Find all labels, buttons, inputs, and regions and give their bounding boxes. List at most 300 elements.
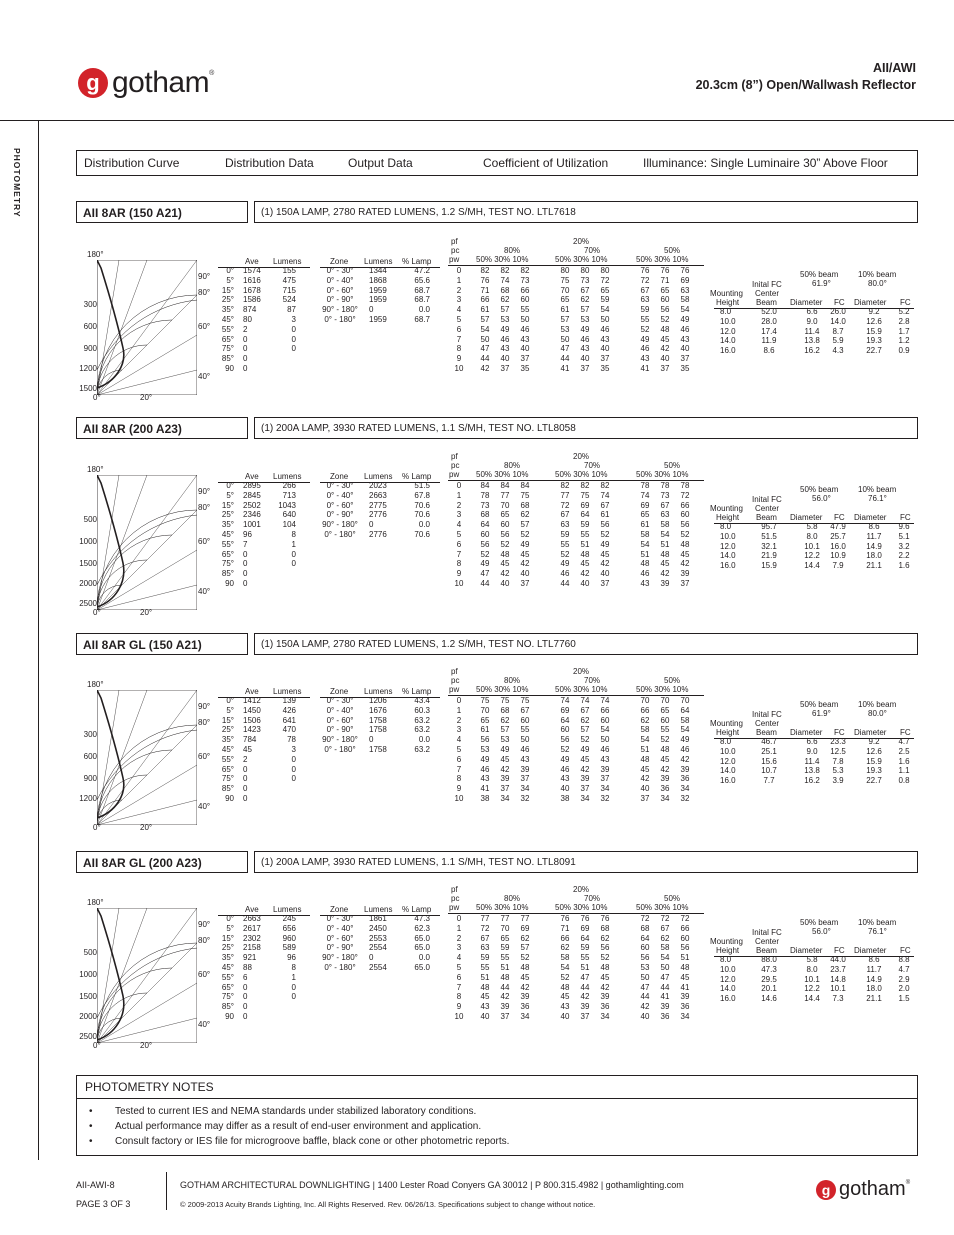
cu-cell: 46 bbox=[680, 324, 690, 334]
cu-pc: pc bbox=[451, 676, 460, 685]
cell: 0 bbox=[243, 1011, 248, 1021]
polar-angle-label: 40° bbox=[198, 1020, 211, 1029]
cell: 8 bbox=[291, 529, 296, 539]
cell: 29.5 bbox=[761, 974, 777, 984]
cell: 14.8 bbox=[830, 974, 846, 984]
cell: 4 bbox=[456, 520, 462, 530]
dist-ave bbox=[243, 266, 273, 374]
cu-cell: 42 bbox=[520, 559, 530, 569]
zone-head-lumens: Lumens bbox=[364, 687, 393, 696]
ill-fc50 bbox=[826, 522, 850, 571]
cu-cell: 48 bbox=[660, 744, 670, 754]
cu-pc-50: 50% bbox=[664, 246, 681, 255]
cu-cell: 46 bbox=[560, 764, 570, 774]
cu-cell: 61 bbox=[640, 520, 650, 530]
cu-cell: 61 bbox=[480, 305, 490, 315]
cell: 5.3 bbox=[832, 766, 844, 776]
cell: 475 bbox=[282, 275, 296, 285]
cell: 15° bbox=[221, 715, 234, 725]
cell: 0 bbox=[243, 992, 248, 1002]
cell: 0 bbox=[291, 559, 296, 569]
cu-column bbox=[598, 696, 612, 804]
candela-scale-label: 2500 bbox=[79, 1032, 97, 1041]
cell: 45 bbox=[243, 744, 252, 754]
cell: 0 bbox=[291, 992, 296, 1002]
cell: 7.8 bbox=[832, 756, 844, 766]
cu-cell: 78 bbox=[680, 481, 690, 490]
cell: 10.0 bbox=[720, 316, 736, 326]
cu-cell: 39 bbox=[680, 764, 690, 774]
cu-cell: 46 bbox=[520, 324, 530, 334]
cu-cell: 54 bbox=[600, 305, 610, 315]
ill-heights bbox=[720, 522, 744, 571]
cu-cell: 65 bbox=[640, 510, 650, 520]
cell: 641 bbox=[282, 715, 296, 725]
cell: 0 bbox=[291, 774, 296, 784]
cell: 0 bbox=[291, 754, 296, 764]
cell: 2 bbox=[243, 754, 248, 764]
cell: 63.2 bbox=[414, 725, 430, 735]
ill-beam: Beam bbox=[756, 946, 777, 955]
cell: 0.9 bbox=[898, 346, 910, 356]
cu-cell: 52 bbox=[560, 744, 570, 754]
cell: 8.0 bbox=[806, 964, 818, 974]
ill-diameter: Diameter bbox=[790, 513, 823, 522]
cu-cell: 43 bbox=[520, 334, 530, 344]
cell: 2663 bbox=[243, 914, 261, 923]
cu-cell: 42 bbox=[500, 569, 510, 579]
candela-scale-label: 2000 bbox=[79, 1012, 97, 1021]
dist-lumens bbox=[278, 696, 296, 784]
cu-cell: 68 bbox=[640, 923, 650, 933]
cell: 2845 bbox=[243, 490, 261, 500]
cell: 2158 bbox=[243, 943, 261, 953]
cu-cell: 48 bbox=[680, 539, 690, 549]
cell: 1676 bbox=[369, 705, 387, 715]
cu-cell: 53 bbox=[640, 962, 650, 972]
dist-angles bbox=[214, 481, 234, 589]
cu-cell: 54 bbox=[480, 324, 490, 334]
cell: 10.0 bbox=[720, 964, 736, 974]
cu-pw: pw bbox=[449, 903, 460, 912]
cu-cell: 60 bbox=[680, 510, 690, 520]
cu-cell: 40 bbox=[640, 784, 650, 794]
beam50-angle: 56.0° bbox=[812, 927, 831, 936]
cell: 0° - 60° bbox=[326, 500, 354, 510]
cu-cell: 56 bbox=[480, 539, 490, 549]
cu-cell: 36 bbox=[660, 1011, 670, 1021]
cell: 90° - 180° bbox=[322, 735, 358, 745]
cell: 10 bbox=[454, 1011, 464, 1021]
cu-cell: 76 bbox=[480, 275, 490, 285]
cell: 2302 bbox=[243, 933, 261, 943]
cu-cell: 43 bbox=[520, 754, 530, 764]
cell: 65° bbox=[221, 764, 234, 774]
cell: 1.7 bbox=[898, 326, 910, 336]
zone-head: Zone bbox=[330, 257, 349, 266]
cu-cell: 34 bbox=[680, 784, 690, 794]
cell: 8.8 bbox=[898, 955, 910, 964]
cell: 14.0 bbox=[720, 984, 736, 994]
cu-cell: 76 bbox=[600, 914, 610, 923]
angle-label: 20° bbox=[140, 823, 153, 832]
cell: 68.7 bbox=[414, 285, 430, 295]
cell: 1043 bbox=[278, 500, 296, 510]
cell: 9 bbox=[456, 354, 462, 364]
cu-cell: 48 bbox=[660, 324, 670, 334]
candela-scale-label: 2500 bbox=[79, 599, 97, 608]
zone-head-lamp: % Lamp bbox=[402, 905, 432, 914]
cu-cell: 50 bbox=[640, 972, 650, 982]
cu-cell: 60 bbox=[640, 943, 650, 953]
cell: 55° bbox=[221, 972, 234, 982]
cell: 4.7 bbox=[898, 964, 910, 974]
cu-cell: 64 bbox=[580, 933, 590, 943]
cu-cell: 51 bbox=[680, 953, 690, 963]
cell: 25° bbox=[221, 943, 234, 953]
cell: 11.4 bbox=[804, 326, 820, 336]
cu-cell: 37 bbox=[600, 354, 610, 364]
cu-cell: 43 bbox=[560, 774, 570, 784]
dist-head-ave: Ave bbox=[245, 472, 259, 481]
cu-cell: 47 bbox=[580, 972, 590, 982]
cu-pf: pf bbox=[451, 452, 458, 461]
cell: 3 bbox=[456, 295, 462, 305]
angle-label: 20° bbox=[140, 1041, 153, 1050]
cu-cell: 42 bbox=[580, 569, 590, 579]
cell: 65° bbox=[221, 982, 234, 992]
cu-column bbox=[478, 481, 492, 589]
cell: 17.4 bbox=[761, 326, 777, 336]
cu-cell: 46 bbox=[600, 744, 610, 754]
cu-cell: 49 bbox=[480, 754, 490, 764]
cu-cell: 43 bbox=[580, 344, 590, 354]
cell: 15° bbox=[221, 285, 234, 295]
cu-column bbox=[498, 696, 512, 804]
cell: 3 bbox=[456, 943, 462, 953]
ill-mounting: Mounting bbox=[710, 289, 743, 298]
cu-cell: 52 bbox=[660, 314, 670, 324]
cell: 85° bbox=[221, 569, 234, 579]
cu-cell: 75 bbox=[560, 275, 570, 285]
cu-cell: 47 bbox=[560, 344, 570, 354]
cell: 10.1 bbox=[830, 984, 846, 994]
cell: 8.7 bbox=[832, 326, 844, 336]
cu-pw-rows bbox=[449, 914, 469, 1022]
beam10-angle: 80.0° bbox=[868, 709, 887, 718]
cu-cell: 64 bbox=[640, 933, 650, 943]
dist-angles bbox=[214, 696, 234, 804]
cu-pw-cols: 50% 30% 10% bbox=[636, 685, 689, 694]
cell: 5.1 bbox=[898, 531, 910, 541]
cu-pw-cols: 50% 30% 10% bbox=[476, 470, 529, 479]
cu-cell: 46 bbox=[520, 744, 530, 754]
cell: 96 bbox=[287, 953, 296, 963]
cell: 2554 bbox=[369, 962, 387, 972]
cell: 8.6 bbox=[763, 346, 775, 356]
cu-column bbox=[558, 266, 572, 374]
cu-cell: 67 bbox=[520, 705, 530, 715]
polar-grid bbox=[97, 908, 197, 1043]
candela-scale-label: 1000 bbox=[79, 537, 97, 546]
cu-cell: 45 bbox=[600, 549, 610, 559]
ill-d10 bbox=[862, 522, 886, 571]
cu-cell: 51 bbox=[500, 962, 510, 972]
cu-cell: 76 bbox=[560, 914, 570, 923]
ill-heights bbox=[720, 955, 744, 1004]
cu-cell: 54 bbox=[640, 735, 650, 745]
cell: 90° - 180° bbox=[322, 305, 358, 315]
cu-cell: 69 bbox=[580, 923, 590, 933]
cu-cell: 40 bbox=[500, 354, 510, 364]
angle-label: 0° bbox=[93, 608, 101, 617]
cell: 1586 bbox=[243, 295, 261, 305]
cu-cell: 66 bbox=[680, 923, 690, 933]
cu-cell: 73 bbox=[520, 275, 530, 285]
cell: 51.5 bbox=[414, 481, 430, 490]
cell: 0 bbox=[291, 764, 296, 774]
cu-pc: pc bbox=[451, 246, 460, 255]
cell: 12.6 bbox=[866, 746, 882, 756]
cu-cell: 35 bbox=[600, 363, 610, 373]
note-item: • Tested to current IES and NEMA standards under stabilized laboratory conditions. bbox=[87, 1104, 907, 1119]
cell: 2.9 bbox=[898, 974, 910, 984]
cu-cell: 80 bbox=[560, 266, 570, 275]
ill-fc50 bbox=[826, 737, 850, 786]
cell: 20.1 bbox=[761, 984, 777, 994]
cu-cell: 43 bbox=[600, 754, 610, 764]
ill-center-fc bbox=[755, 737, 783, 786]
cu-cell: 84 bbox=[500, 481, 510, 490]
cu-column bbox=[638, 696, 652, 804]
cell: 10.0 bbox=[720, 746, 736, 756]
cu-cell: 56 bbox=[500, 529, 510, 539]
cell: 1861 bbox=[369, 914, 387, 923]
cu-cell: 34 bbox=[680, 1011, 690, 1021]
cu-cell: 52 bbox=[560, 549, 570, 559]
zone-lamp bbox=[404, 266, 430, 325]
cell: 0 bbox=[243, 793, 248, 803]
cell: 1574 bbox=[243, 266, 261, 275]
cu-column bbox=[638, 481, 652, 589]
polar-grid bbox=[97, 475, 197, 610]
cu-cell: 37 bbox=[520, 578, 530, 588]
cell: 47.2 bbox=[414, 266, 430, 275]
cell: 9.0 bbox=[806, 746, 818, 756]
cell: 0° - 90° bbox=[326, 725, 354, 735]
cu-cell: 32 bbox=[520, 793, 530, 803]
cell: 47.3 bbox=[761, 964, 777, 974]
cell: 2 bbox=[456, 285, 462, 295]
nav-distribution-curve: Distribution Curve bbox=[84, 156, 180, 170]
cell: 2.5 bbox=[898, 746, 910, 756]
cu-cell: 53 bbox=[500, 314, 510, 324]
cell: 0 bbox=[243, 982, 248, 992]
cell: 23.7 bbox=[830, 964, 846, 974]
cell: 46.7 bbox=[761, 737, 777, 746]
cell: 18.0 bbox=[866, 551, 882, 561]
cu-pc-50: 50% bbox=[664, 461, 681, 470]
cu-pw-cols: 50% 30% 10% bbox=[636, 470, 689, 479]
cell: 2450 bbox=[369, 923, 387, 933]
cell: 1758 bbox=[369, 744, 387, 754]
angle-label: 20° bbox=[140, 393, 153, 402]
cell: 10.0 bbox=[720, 531, 736, 541]
cu-cell: 37 bbox=[660, 363, 670, 373]
dist-ave bbox=[243, 914, 273, 1022]
cu-cell: 40 bbox=[560, 1011, 570, 1021]
cell: 0° - 40° bbox=[326, 275, 354, 285]
cu-cell: 73 bbox=[580, 275, 590, 285]
cu-cell: 39 bbox=[580, 1002, 590, 1012]
cu-cell: 63 bbox=[660, 510, 670, 520]
cu-cell: 70 bbox=[680, 696, 690, 705]
cu-cell: 39 bbox=[660, 578, 670, 588]
cell: 96 bbox=[243, 529, 252, 539]
cell: 9.2 bbox=[868, 737, 880, 746]
cu-cell: 51 bbox=[480, 972, 490, 982]
candela-scale-label: 1500 bbox=[79, 384, 97, 393]
cell: 8.0 bbox=[720, 955, 732, 964]
cell: 1450 bbox=[243, 705, 261, 715]
zone-head: Zone bbox=[330, 687, 349, 696]
cu-cell: 80 bbox=[580, 266, 590, 275]
cu-cell: 59 bbox=[580, 520, 590, 530]
cu-pc-70: 70% bbox=[584, 461, 601, 470]
cu-pw-cols: 50% 30% 10% bbox=[476, 903, 529, 912]
cell: 0° - 40° bbox=[326, 490, 354, 500]
candela-scale-label: 1200 bbox=[79, 364, 97, 373]
cu-cell: 34 bbox=[520, 784, 530, 794]
zone-head-lamp: % Lamp bbox=[402, 472, 432, 481]
cu-cell: 32 bbox=[680, 793, 690, 803]
section-title: AII 8AR GL (150 A21) bbox=[76, 633, 248, 655]
cell: 3.2 bbox=[898, 541, 910, 551]
ill-height: Height bbox=[716, 728, 740, 737]
cu-cell: 64 bbox=[680, 705, 690, 715]
cu-cell: 49 bbox=[560, 559, 570, 569]
cell: 75° bbox=[221, 559, 234, 569]
cell: 55° bbox=[221, 754, 234, 764]
cu-cell: 55 bbox=[520, 725, 530, 735]
ill-diameter: Diameter bbox=[790, 298, 823, 307]
candela-scale-label: 1000 bbox=[79, 970, 97, 979]
cu-cell: 72 bbox=[660, 914, 670, 923]
polar-grid bbox=[97, 690, 197, 825]
cell: 640 bbox=[282, 510, 296, 520]
section-title: AII 8AR GL (200 A23) bbox=[76, 851, 248, 873]
cu-cell: 59 bbox=[600, 295, 610, 305]
cell: 6.6 bbox=[806, 307, 818, 316]
zone-head-lamp: % Lamp bbox=[402, 687, 432, 696]
ill-diameter: Diameter bbox=[854, 728, 887, 737]
cell: 9.0 bbox=[806, 316, 818, 326]
cu-cell: 66 bbox=[640, 705, 650, 715]
cu-cell: 55 bbox=[640, 314, 650, 324]
cell: 8.0 bbox=[720, 737, 732, 746]
cell: 90° - 180° bbox=[322, 520, 358, 530]
cu-cell: 48 bbox=[640, 559, 650, 569]
cell: 0° bbox=[226, 914, 234, 923]
beam50-label: 50% beam bbox=[800, 700, 839, 709]
cu-cell: 46 bbox=[480, 764, 490, 774]
cu-cell: 74 bbox=[600, 490, 610, 500]
ill-diameter: Diameter bbox=[854, 298, 887, 307]
product-description: 20.3cm (8”) Open/Wallwash Reflector bbox=[695, 78, 916, 92]
cu-cell: 48 bbox=[580, 549, 590, 559]
cu-cell: 72 bbox=[640, 275, 650, 285]
cell: 14.4 bbox=[804, 994, 820, 1004]
cell: 6 bbox=[243, 972, 248, 982]
ill-fc: FC bbox=[834, 298, 845, 307]
candela-scale-label: 900 bbox=[83, 774, 97, 783]
cu-pc-50: 50% bbox=[664, 676, 681, 685]
ill-center: Center bbox=[755, 289, 780, 298]
cell: 5.9 bbox=[832, 336, 844, 346]
cu-cell: 55 bbox=[520, 305, 530, 315]
cu-cell: 65 bbox=[600, 285, 610, 295]
cell: 4.3 bbox=[832, 346, 844, 356]
cu-cell: 42 bbox=[500, 764, 510, 774]
ill-heights bbox=[720, 307, 744, 356]
cu-cell: 57 bbox=[560, 314, 570, 324]
cell: 9.6 bbox=[898, 522, 910, 531]
beam10-label: 10% beam bbox=[858, 918, 897, 927]
ill-fc: FC bbox=[900, 513, 911, 522]
cell: 4.7 bbox=[898, 737, 910, 746]
cell: 95.7 bbox=[761, 522, 777, 531]
zone-lamp bbox=[404, 696, 430, 755]
cu-cell: 48 bbox=[660, 549, 670, 559]
cell: 0 bbox=[243, 344, 248, 354]
cell: 65.0 bbox=[414, 943, 430, 953]
cu-cell: 49 bbox=[580, 744, 590, 754]
beam50-label: 50% beam bbox=[800, 270, 839, 279]
cu-pc-80: 80% bbox=[504, 461, 521, 470]
cu-cell: 63 bbox=[560, 520, 570, 530]
cell: 2346 bbox=[243, 510, 261, 520]
cell: 11.4 bbox=[804, 756, 820, 766]
cu-column bbox=[498, 914, 512, 1022]
cu-cell: 47 bbox=[640, 982, 650, 992]
cu-cell: 68 bbox=[480, 510, 490, 520]
cell: 21.9 bbox=[761, 551, 777, 561]
cell: 2617 bbox=[243, 923, 261, 933]
cu-pw-cols: 50% 30% 10% bbox=[476, 255, 529, 264]
cu-cell: 39 bbox=[520, 992, 530, 1002]
cell: 1 bbox=[456, 275, 462, 285]
cu-pw-cols: 50% 30% 10% bbox=[555, 685, 608, 694]
cu-cell: 57 bbox=[580, 725, 590, 735]
cu-cell: 59 bbox=[480, 953, 490, 963]
cell: 85° bbox=[221, 354, 234, 364]
cu-cell: 42 bbox=[680, 559, 690, 569]
cell: 65.6 bbox=[414, 275, 430, 285]
cu-pw: pw bbox=[449, 255, 460, 264]
ill-diameter: Diameter bbox=[854, 513, 887, 522]
cell: 5 bbox=[456, 314, 462, 324]
cu-column bbox=[558, 696, 572, 804]
angle-label: 180° bbox=[87, 465, 104, 474]
cu-cell: 78 bbox=[480, 490, 490, 500]
cu-cell: 72 bbox=[680, 490, 690, 500]
cell: 8.0 bbox=[720, 522, 732, 531]
cell: 0° - 30° bbox=[326, 481, 354, 490]
cu-cell: 48 bbox=[500, 972, 510, 982]
beam10-angle: 76.1° bbox=[868, 494, 887, 503]
cell: 2023 bbox=[369, 481, 387, 490]
cell: 65.0 bbox=[414, 933, 430, 943]
